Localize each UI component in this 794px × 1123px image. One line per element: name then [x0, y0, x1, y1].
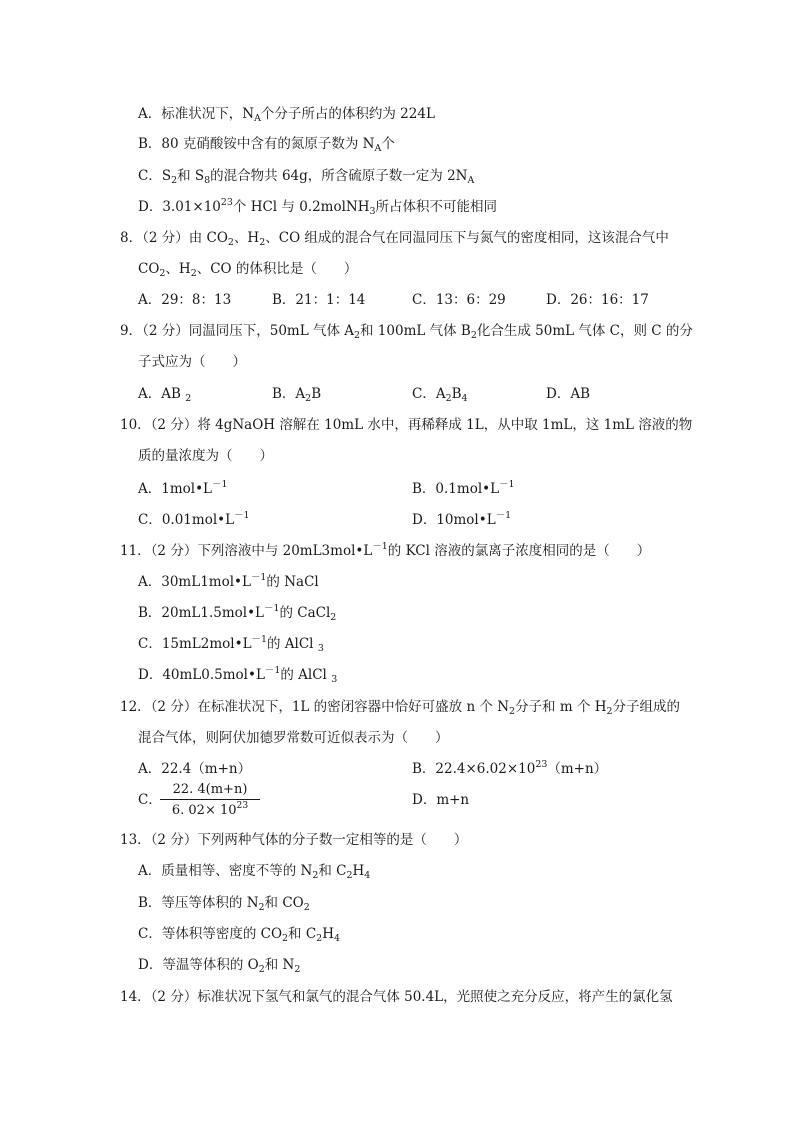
- q10-option-c: C．$0.01mol•L^{-1}$: [138, 510, 250, 528]
- q10-stem-line2: 质的量浓度为（ ）: [138, 448, 273, 464]
- q13-option-b: B．等压等体积的 $N_2$和 $CO_2$: [138, 895, 310, 913]
- q8-option-d: D．26：16：17: [546, 292, 649, 308]
- q8-option-b: B．21：1：14: [272, 292, 366, 308]
- q12-option-b: B．$22.4\times 6.02\times 10^{23}(m+n)$: [412, 759, 608, 777]
- q9-stem-line1: 9．（2 分）同温同压下，50mL 气体 $A_2$和 100mL 气体 $B_2$化合生成 50mL 气体 C，则 C 的分: [120, 323, 693, 341]
- q11-option-c: C．$15mL2mol•L^{-1}$的 AlCl $_3$: [138, 634, 324, 654]
- q14-stem: 14．（2 分）标准状况下氢气和氯气的混合气体 50.4L，光照使之充分反应，将产生的氯化氢: [120, 989, 673, 1005]
- q12-stem-line1: 12．（2 分）在标准状况下，1L 的密闭容器中恰好可盛放 n 个 $N_2$分子和 m 个 $H_2$分子组成的: [120, 699, 681, 717]
- q13-option-d: D．等温等体积的 $O_2$和 $N_2$: [138, 957, 301, 975]
- q10-option-d: D．$10mol•L^{-1}$: [412, 510, 512, 528]
- fraction-denominator: 6. $02\times 10^{23}$: [171, 801, 249, 818]
- q12-option-a: A．22.4（m+n）: [138, 761, 252, 777]
- q12-option-d: D．m+n: [412, 792, 470, 808]
- q11-option-d: D．$40mL0.5mol•L^{-1}$的 AlCl $_3$: [138, 665, 338, 685]
- q13-option-c: C．等体积等密度的 $CO_2$和 $C_2H_4$: [138, 926, 340, 944]
- q7-option-b: B．80 克硝酸铵中含有的氮原子数为 $N_A$个: [138, 136, 395, 154]
- q10-stem-line1: 10．（2 分）将 4gNaOH 溶解在 10mL 水中，再稀释成 1L，从中取 1mL，这 1mL 溶液的物: [120, 417, 693, 433]
- q8-option-a: A．29：8：13: [138, 292, 232, 308]
- q13-option-a: A．质量相等、密度不等的 $N_2$和 $C_2H_4$: [138, 863, 371, 881]
- q11-stem: 11．（2 分）下列溶液中与 $20mL3mol•L^{-1}$的 KCl 溶液的氯离子浓度相同的是（ ）: [120, 541, 651, 559]
- q13-stem: 13．（2 分）下列两种气体的分子数一定相等的是（ ）: [120, 832, 468, 848]
- q10-option-a: A．$1mol•L^{-1}$: [138, 479, 228, 497]
- q9-option-a: A．AB $_2$: [138, 386, 192, 404]
- q7-option-a: A．标准状况下，$N_A$个分子所占的体积约为 224L: [138, 106, 435, 124]
- q9-option-c: C．$A_2B_4$: [412, 386, 468, 404]
- q12-stem-line2: 混合气体，则阿伏加德罗常数可近似表示为（ ）: [138, 730, 449, 746]
- q12-option-c-label: C．: [138, 792, 162, 808]
- q9-stem-line2: 子式应为（ ）: [138, 354, 246, 370]
- q9-option-b: B．$A_2B$: [272, 386, 322, 404]
- q10-option-b: B．$0.1mol•L^{-1}$: [412, 479, 515, 497]
- q8-option-c: C．13：6：29: [412, 292, 506, 308]
- q7-option-c: C．$S_2$和 $S_8$的混合物共 64g，所含硫原子数一定为 $2N_A$: [138, 168, 475, 186]
- q11-option-a: A．$30mL1mol•L^{-1}$的 NaCl: [138, 572, 319, 590]
- q8-stem-line1: 8．（2 分）由 $CO_2$、$H_2$、CO 组成的混合气在同温同压下与氮气的密度相同，这该混合气中: [120, 230, 669, 248]
- q9-option-d: D．AB: [546, 386, 590, 402]
- fraction-numerator: 22. 4(m+n): [160, 781, 260, 800]
- q8-stem-line2: $CO_2$、$H_2$、CO 的体积比是（ ）: [138, 261, 358, 279]
- q11-option-b: B．$20mL1.5mol•L^{-1}$的 CaCl$_2$: [138, 603, 337, 623]
- q7-option-d: D．$3.01\times 10^{23}$个 HCl 与 0.2molNH$_3$所占体积不可能相同: [138, 197, 498, 217]
- q12-option-c-fraction: [160, 781, 260, 819]
